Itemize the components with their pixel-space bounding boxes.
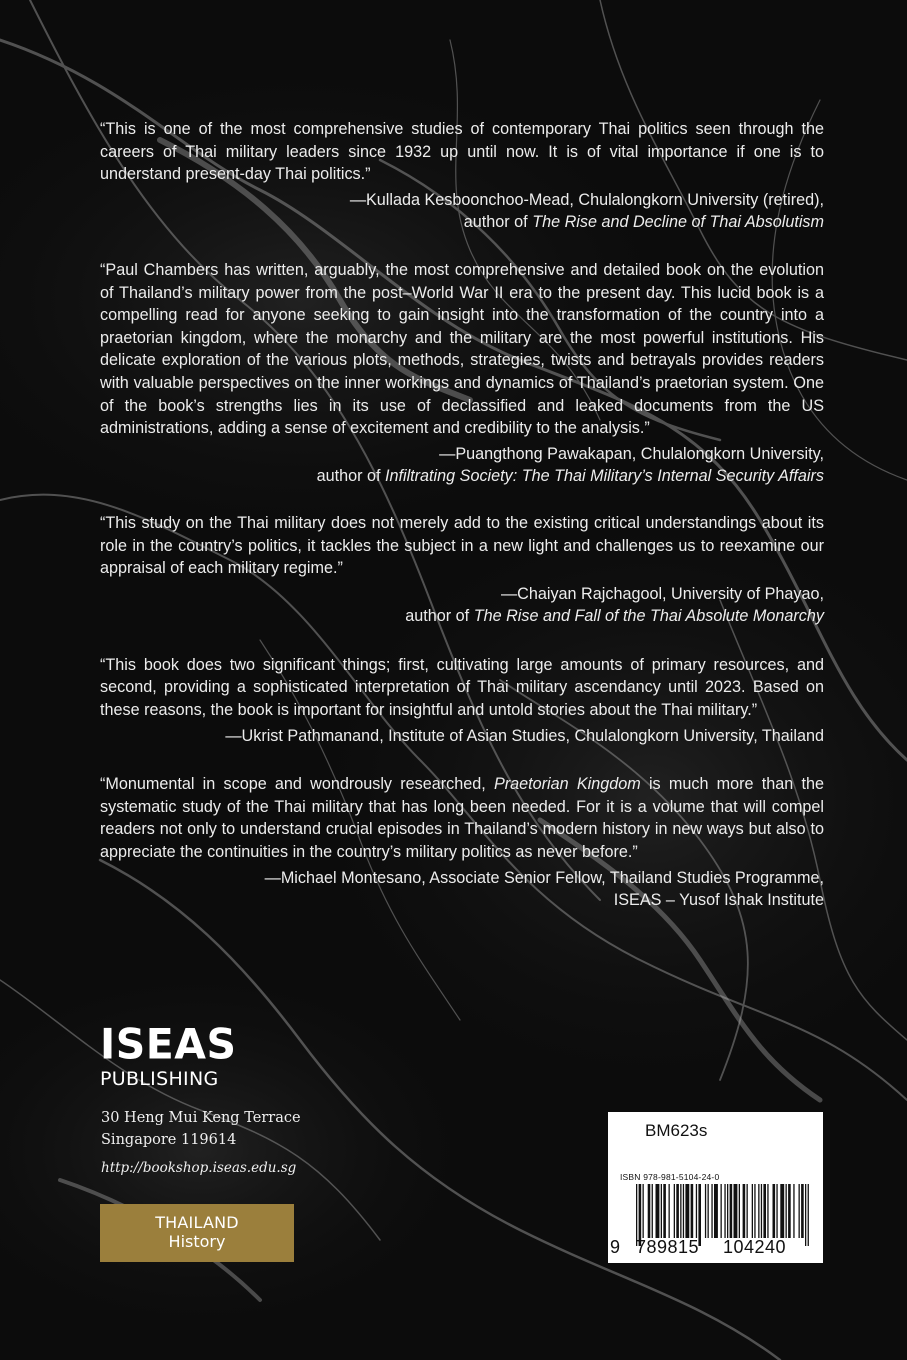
address-city: Singapore 119614 xyxy=(101,1131,237,1148)
attribution-book-title: The Rise and Decline of Thai Absolutism xyxy=(532,213,824,232)
barcode-bar xyxy=(680,1184,681,1238)
barcode-bar xyxy=(730,1184,733,1238)
quote-book-title: Praetorian Kingdom xyxy=(493,775,641,794)
category-region: THAILAND xyxy=(155,1213,239,1232)
barcode-digit-lead: 9 xyxy=(610,1237,621,1257)
attribution-line2: ISEAS – Yusof Ishak Institute xyxy=(613,891,824,910)
attribution-book-title: The Rise and Fall of the Thai Absolute Monarchy xyxy=(473,607,824,626)
publisher-url[interactable]: http://bookshop.iseas.edu.sg xyxy=(101,1160,297,1176)
attribution-book-title: Infiltrating Society: The Thai Military’s Internal Security Affairs xyxy=(384,467,824,486)
blurb-ukrist xyxy=(100,654,824,747)
barcode-bar xyxy=(708,1184,709,1238)
barcode-bar xyxy=(685,1184,689,1238)
barcode-bar xyxy=(674,1184,675,1238)
blurb-quote: “Paul Chambers has written, arguably, the most comprehensive and detailed book on the evolution of Thailand’s military power from the post–World War II era to the present day. This lucid book is a compelling read for anyone seeking to gain insight into the transformation of the country into a praetorian kingdom, where the monarchy and the military are the most powerful institutions. His delicate exploration of the various plots, methods, strategies, twists and betrayals provides readers with valuable perspectives on the inner workings and dynamics of Thailand’s praetorian system. One of the book’s strengths lies in its use of declassified and leaked documents from the US administrations, adding a sense of excitement and credibility to the analysis.” xyxy=(100,260,824,438)
barcode-bar xyxy=(763,1184,766,1238)
barcode-bar xyxy=(705,1184,706,1238)
attribution-line1: —Kullada Kesboonchoo-Mead, Chulalongkorn University (retired), xyxy=(349,190,824,209)
barcode-bar xyxy=(793,1184,794,1238)
blurb-quote: “This study on the Thai military does not merely add to the existing critical understandings about its role in the country’s politics, it tackles the subject in a new light and challenges us to reexamine our appraisal of each military regime.” xyxy=(100,513,824,578)
barcode-bar xyxy=(727,1184,728,1238)
blurbs-section xyxy=(100,118,824,938)
barcode-bar xyxy=(780,1184,784,1238)
barcode-bar xyxy=(754,1184,755,1238)
attribution-line1: —Ukrist Pathmanand, Institute of Asian Studies, Chulalongkorn University, Thailand xyxy=(225,726,824,745)
barcode-bar xyxy=(652,1184,653,1238)
barcode-bar xyxy=(648,1184,651,1238)
quote-prefix: “Monumental in scope and wondrously researched, xyxy=(100,775,494,794)
logo-subtitle: PUBLISHING xyxy=(100,1068,219,1090)
barcode-bar xyxy=(739,1184,740,1238)
barcode-bar xyxy=(714,1184,718,1238)
blurb-attribution xyxy=(100,725,824,748)
address-street: 30 Heng Mui Keng Terrace xyxy=(101,1110,301,1126)
barcode-bar xyxy=(747,1184,748,1238)
logo-mark: ISEAS xyxy=(100,1019,237,1069)
quote-suffix: is much more than the systematic study of the Thai military that has long been needed. For it is a volume that will compel readers not only to understand crucial episodes in Thailand’s modern history in new ways but also to appreciate the continuities in the country’s military politics as never before.” xyxy=(100,775,824,862)
barcode-bar xyxy=(683,1184,684,1238)
attribution-line1: —Chaiyan Rajchagool, University of Phayao, xyxy=(500,584,824,603)
barcode-bar xyxy=(691,1184,694,1238)
barcode-bar xyxy=(752,1184,753,1238)
barcode-bar xyxy=(801,1184,804,1238)
category-badge xyxy=(100,1204,294,1262)
category-subject: History xyxy=(168,1232,226,1251)
barcode-bar xyxy=(767,1184,768,1238)
barcode-bar xyxy=(661,1184,662,1238)
barcode-bar xyxy=(711,1184,712,1238)
blurb-chaiyan xyxy=(100,512,824,628)
barcode-bar xyxy=(808,1184,809,1246)
iseas-publishing-logo xyxy=(100,1019,237,1090)
blurb-kullada xyxy=(100,118,824,234)
barcode-code: BM623s xyxy=(645,1121,708,1140)
barcode-bar xyxy=(776,1184,777,1238)
barcode-bar xyxy=(805,1184,806,1246)
publisher-address xyxy=(101,1108,301,1151)
barcode-bar xyxy=(788,1184,791,1238)
barcode-bar xyxy=(643,1184,644,1238)
barcode-bar xyxy=(758,1184,759,1238)
barcode-bar xyxy=(761,1184,762,1238)
blurb-attribution xyxy=(100,867,824,912)
barcode-bar xyxy=(799,1184,800,1238)
attribution-author-of: author of xyxy=(316,467,385,486)
barcode-box xyxy=(608,1112,823,1263)
barcode-digits-left: 789815 xyxy=(636,1237,700,1257)
blurb-attribution xyxy=(100,443,824,488)
barcode-bar xyxy=(663,1184,666,1238)
barcode-bar xyxy=(676,1184,679,1238)
barcode-bar xyxy=(786,1184,787,1238)
barcode-bar xyxy=(696,1184,697,1238)
blurb-attribution xyxy=(100,583,824,628)
blurb-quote: “This book does two significant things; first, cultivating large amounts of primary resources, and second, providing a sophisticated interpretation of Thai military ascendancy until 2023. Based on these reasons, the book is important for insightful and untold stories about the Thai military.” xyxy=(100,655,824,720)
barcode-bar xyxy=(656,1184,660,1238)
attribution-line1: —Puangthong Pawakapan, Chulalongkorn University, xyxy=(439,444,824,463)
barcode-digits-right: 104240 xyxy=(723,1237,787,1257)
barcode-bar xyxy=(734,1184,738,1238)
blurb-puangthong xyxy=(100,259,824,488)
barcode-bar xyxy=(743,1184,746,1238)
isbn-label: ISBN 978-981-5104-24-0 xyxy=(620,1172,720,1182)
barcode-bar xyxy=(721,1184,722,1238)
barcode-bar xyxy=(669,1184,670,1238)
attribution-line1: —Michael Montesano, Associate Senior Fellow, Thailand Studies Programme, xyxy=(264,868,824,887)
attribution-author-of: author of xyxy=(463,213,533,232)
attribution-author-of: author of xyxy=(405,607,474,626)
barcode-bar xyxy=(724,1184,725,1238)
blurb-quote xyxy=(100,773,824,863)
blurb-quote: “This is one of the most comprehensive studies of contemporary Thai politics seen through the careers of Thai military leaders since 1932 up until now. It is of vital importance if one is to understand present-day Thai politics.” xyxy=(100,120,824,184)
blurb-montesano xyxy=(100,773,824,912)
blurb-attribution xyxy=(100,189,824,234)
barcode-bar xyxy=(773,1184,776,1238)
